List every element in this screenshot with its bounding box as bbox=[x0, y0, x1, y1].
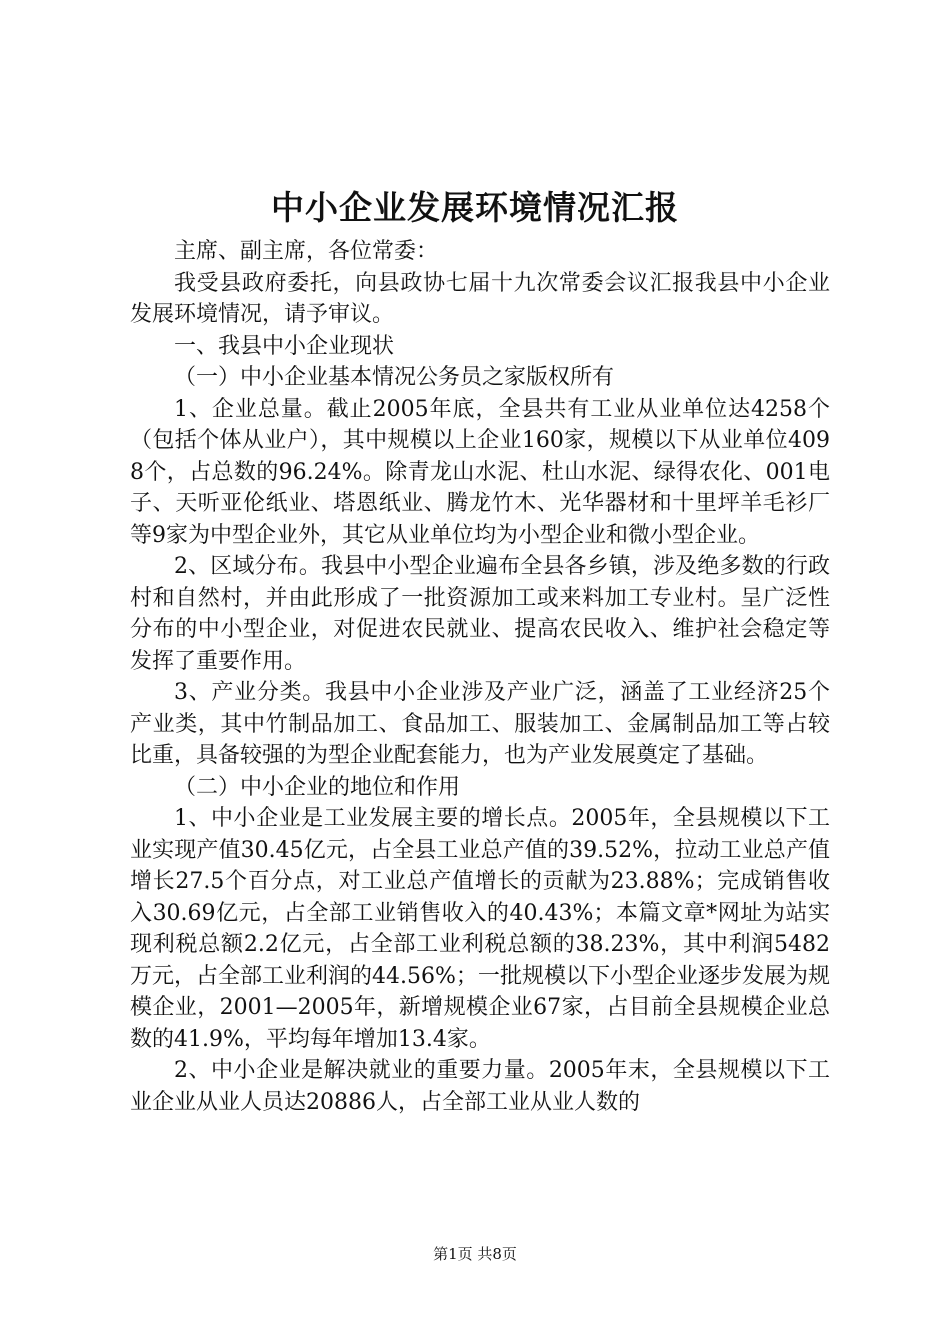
paragraph-growth-point: 1、中小企业是工业发展主要的增长点。2005年，全县规模以下工业实现产值30.45亿元，占全县工业总产值的39.52%，拉动工业总产值增长27.5个百分点，对工业总产值增长的贡献为23.88%；完成销售收入30.69亿元，占全部工业销售收入的40.43%；本篇文章*网址为站实现利税总额2.2亿元，占全部工业利税总额的38.23%，其中利润5482万元，占全部工业利润的44.56%；一批规模以下小型企业逐步发展为规模企业，2001—2005年，新增规模企业67家，占目前全县规模企业总数的41.9%，平均每年增加13.4家。 bbox=[130, 806, 830, 1052]
intro-paragraph: 我受县政府委托，向县政协七届十九次常委会议汇报我县中小企业发展环境情况，请予审议。 bbox=[130, 270, 830, 327]
paragraph-regional-distribution: 2、区域分布。我县中小型企业遍布全县各乡镇，涉及绝多数的行政村和自然村，并由此形成了一批资源加工或来料加工专业村。呈广泛性分布的中小型企业，对促进农民就业、提高农民收入、维护社会稳定等发挥了重要作用。 bbox=[130, 554, 830, 674]
salutation: 主席、副主席，各位常委： bbox=[174, 239, 439, 264]
subsection-heading-2: （二）中小企业的地位和作用 bbox=[174, 774, 461, 800]
subsection-heading-1: （一）中小企业基本情况公务员之家版权所有 bbox=[174, 365, 615, 390]
page-footer: 第1页 共8页 bbox=[433, 1245, 517, 1263]
section-heading-1: 一、我县中小企业现状 bbox=[174, 333, 395, 359]
paragraph-employment: 2、中小企业是解决就业的重要力量。2005年末，全县规模以下工业企业从业人员达20886人，占全部工业从业人数的 bbox=[130, 1058, 830, 1115]
document-title: 中小企业发展环境情况汇报 bbox=[271, 188, 679, 227]
paragraph-enterprise-total: 1、企业总量。截止2005年底，全县共有工业从业单位达4258个（包括个体从业户），其中规模以上企业160家，规模以下从业单位4098个，占总数的96.24%。除青龙山水泥、杜山水泥、绿得农化、001电子、天听亚伦纸业、塔恩纸业、腾龙竹木、光华器材和十里坪羊毛衫厂等9家为中型企业外，其它从业单位均为小型企业和微小型企业。 bbox=[130, 396, 830, 548]
document-body bbox=[130, 236, 830, 1118]
paragraph-industry-classification: 3、产业分类。我县中小企业涉及产业广泛，涵盖了工业经济25个产业类，其中竹制品加工、食品加工、服装加工、金属制品加工等占较比重，具备较强的为型企业配套能力，也为产业发展奠定了基础。 bbox=[130, 680, 830, 768]
